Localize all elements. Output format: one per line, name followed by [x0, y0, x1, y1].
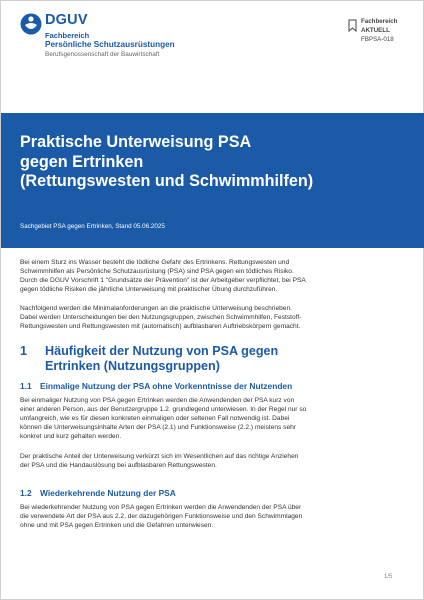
text-line: Schwimmhilfen als Persönliche Schutzausrüstung (PSA) sind PSA gegen ein tödliches Risiko.: [20, 268, 294, 276]
title-line: Praktische Unterweisung PSA: [20, 133, 252, 151]
brand-name: DGUV: [45, 12, 88, 28]
text-line: Nachfolgend werden die Minimalanforderungen an die praktische Unterweisung beschrieben.: [20, 305, 292, 312]
badge-line-2: AKTUELL: [361, 27, 390, 35]
document-subtitle: Sachgebiet PSA gegen Ertrinken, Stand 05.06.2025: [20, 223, 165, 230]
badge-line-1: Fachbereich: [361, 18, 398, 25]
text-line: Durch die DGUV Vorschrift 1 "Grundsätze der Prävention" ist der Arbeitgeber verpflichtet, bei PSA: [20, 277, 306, 285]
text-line: gegen tödliche Risiken die jährliche Unterweisung mit praktischer Übung durchzuführen.: [20, 286, 278, 294]
intro-paragraph-2: [20, 304, 408, 331]
text-line: Rettungswesten und Rettungswesten mit (automatisch) aufblasbaren Auftriebskörpern gemacht.: [20, 323, 301, 331]
dguv-logo-icon: [20, 13, 42, 35]
section-title-line: Häufigkeit der Nutzung von PSA gegen: [45, 344, 279, 358]
series-badge: [361, 17, 397, 45]
text-line: konkret und kurz gehalten werden.: [20, 433, 122, 441]
subsection-1-2-heading: [20, 488, 176, 498]
text-line: Der praktische Anteil der Unterweisung verkürzt sich im Wesentlichen auf das richtige Anziehen: [20, 453, 299, 460]
subsection-title: Wiederkehrende Nutzung der PSA: [40, 488, 176, 498]
text-line: Bei einmaliger Nutzung von PSA gegen Ertrinken werden die Anwendenden der PSA kurz von: [20, 397, 295, 404]
org-line-1: Fachbereich: [45, 31, 90, 40]
text-line: ohne und mit PSA gegen Ertrinken und die Gefahren unterwiesen.: [20, 522, 214, 530]
org-line-3: Berufsgenossenschaft der Bauwirtschaft: [45, 51, 160, 58]
bookmark-icon: [348, 19, 357, 32]
text-line: Dabei werden Unterscheidungen bei den Nutzungsgruppen, zwischen Schwimmhilfen, Feststoff-: [20, 314, 302, 322]
document-title: [20, 133, 313, 192]
subsection-1-1-paragraph-2: [20, 452, 408, 470]
subsection-title: Einmalige Nutzung der PSA ohne Vorkenntnisse der Nutzenden: [40, 381, 293, 391]
page-number: 1/5: [384, 574, 393, 580]
section-number: 1: [20, 344, 28, 358]
title-line: (Rettungswesten und Schwimmhilfen): [20, 172, 314, 190]
subsection-number: 1.2: [20, 488, 32, 498]
badge-line-3: FBPSA-018: [361, 36, 394, 44]
subsection-1-2-paragraph-1: [20, 503, 408, 530]
subsection-1-1-paragraph-1: [20, 396, 408, 441]
text-line: einer anderen Person, aus der Benutzergruppe 1.2. grundlegend unterwiesen. In der Regel nur so: [20, 406, 307, 414]
text-line: Bei wiederkehrender Nutzung von PSA gegen Ertrinken werden die Anwendenden der PSA über: [20, 504, 302, 511]
intro-paragraph-1: [20, 258, 408, 294]
text-line: der PSA und die Handauslösung bei aufblasbaren Rettungswesten.: [20, 462, 217, 470]
text-line: die verwendete Art der PSA aus 2.2, der dazugehörigen Funktionsweise und den Schwimmlagen: [20, 513, 303, 521]
title-line: gegen Ertrinken: [20, 152, 144, 171]
org-line-2: Persönliche Schutzausrüstungen: [45, 40, 175, 49]
text-line: umfangreich, wie es für diesen konkreten einmaligen oder seltenen Fall notwendig ist. Dabei: [20, 415, 290, 423]
subsection-1-1-heading: [20, 381, 292, 391]
subsection-number: 1.1: [20, 381, 32, 391]
text-line: können die Unterweisungsinhalte Arten der PSA (2.1) und Funktionsweise (2.2.) meistens sehr: [20, 424, 296, 432]
text-line: Bei einem Sturz ins Wasser besteht die tödliche Gefahr des Ertrinkens. Rettungswesten und: [20, 259, 290, 266]
section-title-line: Ertrinken (Nutzungsgruppen): [45, 359, 220, 373]
